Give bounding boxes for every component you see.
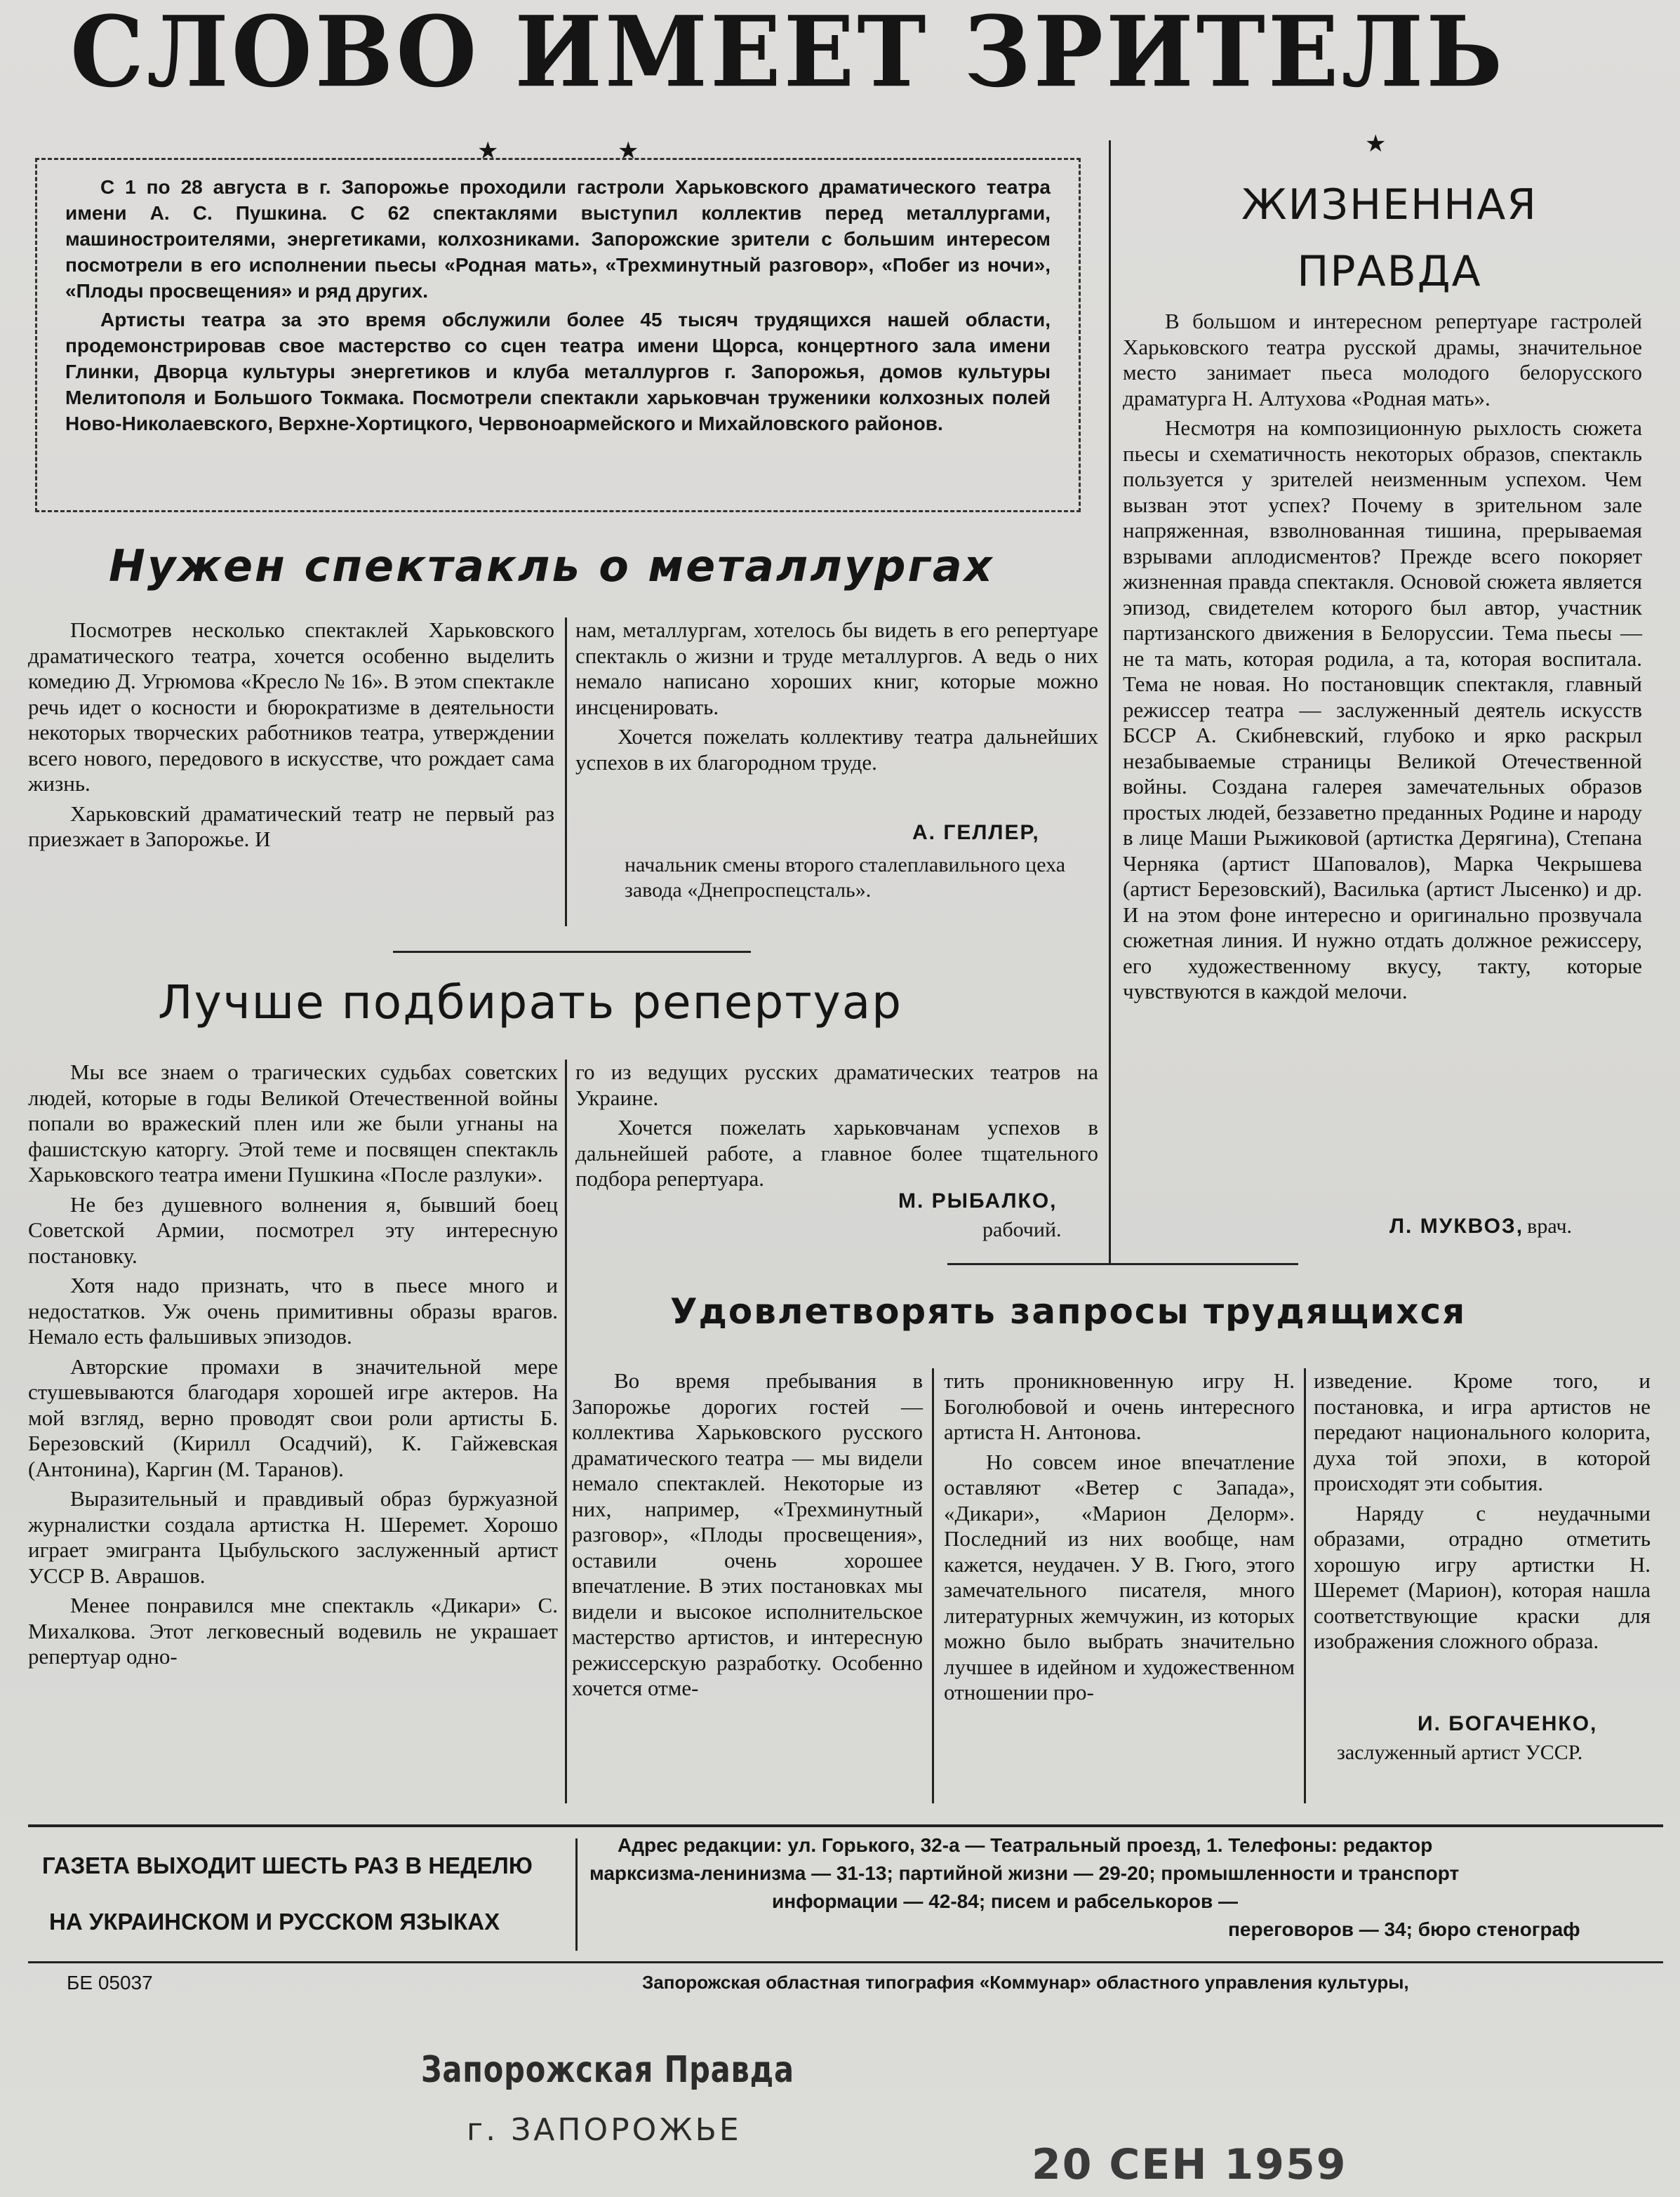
article-metallurgy-col1	[28, 617, 554, 857]
intro-box	[35, 158, 1081, 512]
article-paragraph: нам, металлургам, хотелось бы видеть в его репертуаре спектакль о жизни и труде металлургов. А ведь о них немало написано хороших книг, которые можно инсценировать.	[575, 617, 1098, 719]
article-repertoire-col2	[575, 1060, 1098, 1196]
divider-line	[947, 1263, 1298, 1265]
author-signature: М. РЫБАЛКО,	[898, 1189, 1058, 1213]
intro-paragraph: С 1 по 28 августа в г. Запорожье проходили гастроли Харьковского драматического театра имени А. С. Пушкина. С 62 спектаклями выступил коллектив перед металлургами, машиностроителями, энергетиками, колхозниками. Запорожские зрители с большим интересом посмотрели в его исполнении пьесы «Родная мать», «Трехминутный разговор», «Побег из ночи», «Плоды просвещения» и ряд других.	[65, 176, 1051, 302]
author-position: рабочий.	[982, 1218, 1062, 1241]
article-paragraph: Хотя надо признать, что в пьесе много и недостатков. Уж очень примитивны образы врагов. Немало есть фальшивых эпизодов.	[28, 1273, 558, 1349]
article-paragraph: Менее понравился мне спектакль «Дикари» С. Михалкова. Этот легковесный водевиль не украшает репертуар одно-	[28, 1593, 558, 1669]
printer-note: Запорожская областная типография «Коммунар» областного управления культуры,	[642, 1972, 1409, 1993]
article-requests-col2	[944, 1368, 1295, 1710]
column-divider	[932, 1368, 934, 1803]
star-icon: ★	[1365, 130, 1387, 158]
article-title-requests: Удовлетворять запросы трудящихся	[670, 1291, 1467, 1332]
print-code: БЕ 05037	[67, 1972, 153, 1994]
author-block	[1389, 1214, 1572, 1239]
article-title-line: ПРАВДА	[1297, 247, 1482, 296]
star-icon: ★	[477, 137, 499, 165]
footer-language-note: НА УКРАИНСКОМ И РУССКОМ ЯЗЫКАХ	[49, 1909, 500, 1935]
article-repertoire-col1	[28, 1060, 558, 1674]
article-paragraph: Несмотря на композиционную рыхлость сюжета пьесы и схематичность некоторых образов, спектакль пользуется у зрителей неизменным успехом. Чем вызван этот успех? Почему в зрительном зале напряженная, взволнованная тишина, прерываемая взрывами аплодисментов? Прежде всего покоряет жизненная правда спектакля. Основой сюжета является эпизод, свидетелем которого был автор, участник партизанского движения в Белоруссии. Тема пьесы — не та мать, которая родила, а та, которая воспитала. Тема не новая. Но постановщик спектакля, главный режиссер театра — заслуженный деятель искусств БССР А. Скибневский, глубоко и ярко раскрыл незабываемые страницы Великой Отечественной войны. Создана галерея замечательных образов простых людей, беззаветно преданных Родине и народу в лице Маши Рыжиковой (артистка Дерягина), Степана Черняка (артист Шаповалов), Марка Чекрышева (артист Березовский), Василька (артист Лысенко) и др. И на этом фоне интересно и оригинально прозвучала сюжетная линия. И нужно отдать должное режиссеру, его художественному вкусу, такту, которые чувствуются в каждой мелочи.	[1123, 415, 1642, 1003]
archive-stamp-city: г. ЗАПОРОЖЬЕ	[467, 2112, 742, 2148]
footer-left-block	[28, 1838, 575, 1958]
article-paragraph: Хочется пожелать харьковчанам успехов в дальнейшей работе, а главное более тщательного подбора репертуара.	[575, 1115, 1098, 1191]
article-requests-col1	[572, 1368, 923, 1706]
divider-line	[393, 951, 751, 953]
author-position: начальник смены второго сталеплавильного цеха завода «Днепроспецсталь».	[625, 853, 1066, 902]
column-divider	[565, 617, 567, 926]
footer-address-line: переговоров — 34; бюро стенограф	[1228, 1918, 1580, 1940]
column-divider	[565, 1060, 567, 1803]
article-title-repertoire: Лучше подбирать репертуар	[158, 975, 903, 1029]
intro-paragraph: Артисты театра за это время обслужили более 45 тысяч трудящихся нашей области, продемонстрировав свое мастерство со сцен театра имени Щорса, концертного зала имени Глинки, Дворца культуры энергетиков и клуба металлургов г. Запорожья, домов культуры Мелитополя и Большого Токмака. Посмотрели спектакли харьковчан труженики колхозных полей Ново-Николаевского, Верхне-Хортицкого, Червоноармейского и Михайловского районов.	[65, 309, 1051, 434]
author-signature: И. БОГАЧЕНКО,	[1418, 1712, 1598, 1735]
author-position: врач.	[1527, 1215, 1573, 1238]
column-divider	[1109, 140, 1111, 1263]
article-paragraph: Авторские промахи в значительной мере стушевываются благодаря хорошей игре актеров. На мой взгляд, верно проводят свои роли артисты Б. Березовский (Кирилл Осадчий), К. Гайжевская (Антонина), Каргин (М. Таранов).	[28, 1354, 558, 1481]
author-position: заслуженный артист УССР.	[1337, 1741, 1583, 1764]
article-metallurgy-col2	[575, 617, 1098, 780]
article-title-metallurgy: Нужен спектакль о металлургах	[109, 540, 994, 592]
footer-publication-note: ГАЗЕТА ВЫХОДИТ ШЕСТЬ РАЗ В НЕДЕЛЮ	[42, 1852, 533, 1878]
footer-address-line: информации — 42-84; писем и рабселькоров —	[772, 1890, 1239, 1912]
footer-divider	[575, 1838, 578, 1951]
footer-address-line: Адрес редакции: ул. Горького, 32-а — Театральный проезд, 1. Телефоны: редактор	[618, 1834, 1433, 1856]
footer-address-line: марксизма-ленинизма — 31-13; партийной жизни — 29-20; промышленности и транспорт	[589, 1862, 1460, 1884]
author-signature: А. ГЕЛЛЕР,	[912, 821, 1040, 844]
article-paragraph: тить проникновенную игру Н. Боголюбовой и очень интересного артиста Н. Антонова.	[944, 1368, 1295, 1444]
footer-rule	[28, 1961, 1663, 1963]
article-paragraph: Во время пребывания в Запорожье дорогих гостей — коллектива Харьковского русского драматического театра — мы видели немало спектаклей. Некоторые из них, например, «Трехминутный разговор», «Плоды просвещения», оставили очень хорошее впечатление. В этих постановках мы видели и высокое исполнительское мастерство артистов, и интересную режиссерскую разработку. Особенно хочется отме-	[572, 1368, 923, 1700]
page-title: СЛОВО ИМЕЕТ ЗРИТЕЛЬ	[70, 0, 1506, 109]
article-paragraph: Хочется пожелать коллективу театра дальнейших успехов в их благородном труде.	[575, 724, 1098, 775]
article-title-line: ЖИЗНЕННАЯ	[1241, 180, 1538, 229]
footer-rule	[28, 1824, 1663, 1827]
article-paragraph: Харьковский драматический театр не первый раз приезжает в Запорожье. И	[28, 801, 554, 851]
archive-stamp-newspaper: Запорожская Правда	[421, 2049, 794, 2091]
article-title-truth	[1123, 172, 1656, 305]
column-divider	[1304, 1368, 1306, 1803]
article-paragraph: го из ведущих русских драматических театров на Украине.	[575, 1060, 1098, 1110]
archive-stamp-date: 20 СЕН 1959	[1032, 2140, 1347, 2189]
article-paragraph: Но совсем иное впечатление оставляют «Ветер с Запада», «Дикари», «Марион Делорм». Последний из них вообще, нам кажется, неудачен. У В. Гюго, этого замечательного писателя, много литературных жемчужин, из которых можно было выбрать значительно лучшее в идейном и художественном отношении про-	[944, 1449, 1295, 1704]
article-paragraph: изведение. Кроме того, и постановка, и игра артистов не передают национального колорита, духа той эпохи, в которой происходят эти события.	[1314, 1368, 1651, 1495]
footer-address	[589, 1831, 1663, 1944]
article-paragraph: Наряду с неудачными образами, отрадно отметить хорошую игру артистки Н. Шеремет (Марион), которая нашла соответствующие краски для изображения сложного образа.	[1314, 1500, 1651, 1653]
article-paragraph: Мы все знаем о трагических судьбах советских людей, которые в годы Великой Отечественной войны попали во вражеский плен или же были угнаны на фашистскую каторгу. Этой теме и посвящен спектакль Харьковского театра имени Пушкина «После разлуки».	[28, 1060, 558, 1187]
article-paragraph: Не без душевного волнения я, бывший боец Советской Армии, посмотрел эту интересную постановку.	[28, 1191, 558, 1268]
author-signature: Л. МУКВОЗ,	[1389, 1215, 1524, 1238]
article-paragraph: Посмотрев несколько спектаклей Харьковского драматического театра, хочется особенно выделить комедию Д. Угрюмова «Кресло № 16». В этом спектакле речь идет о косности и бюрократизме в деятельности некоторых творческих работников театра, утверждении всего нового, передового в искусстве, что рождает сама жизнь.	[28, 617, 554, 796]
article-paragraph: Выразительный и правдивый образ буржуазной журналистки создала артистка Н. Шеремет. Хорошо играет эмигранта Цыбульского заслуженный артист УССР В. Аврашов.	[28, 1486, 558, 1588]
article-requests-col3	[1314, 1368, 1651, 1659]
article-paragraph: В большом и интересном репертуаре гастролей Харьковского театра русской драмы, значительное место занимает пьеса молодого белорусского драматурга Н. Алтухова «Родная мать».	[1123, 309, 1642, 410]
article-truth-body	[1123, 309, 1642, 1009]
star-icon: ★	[618, 137, 639, 165]
